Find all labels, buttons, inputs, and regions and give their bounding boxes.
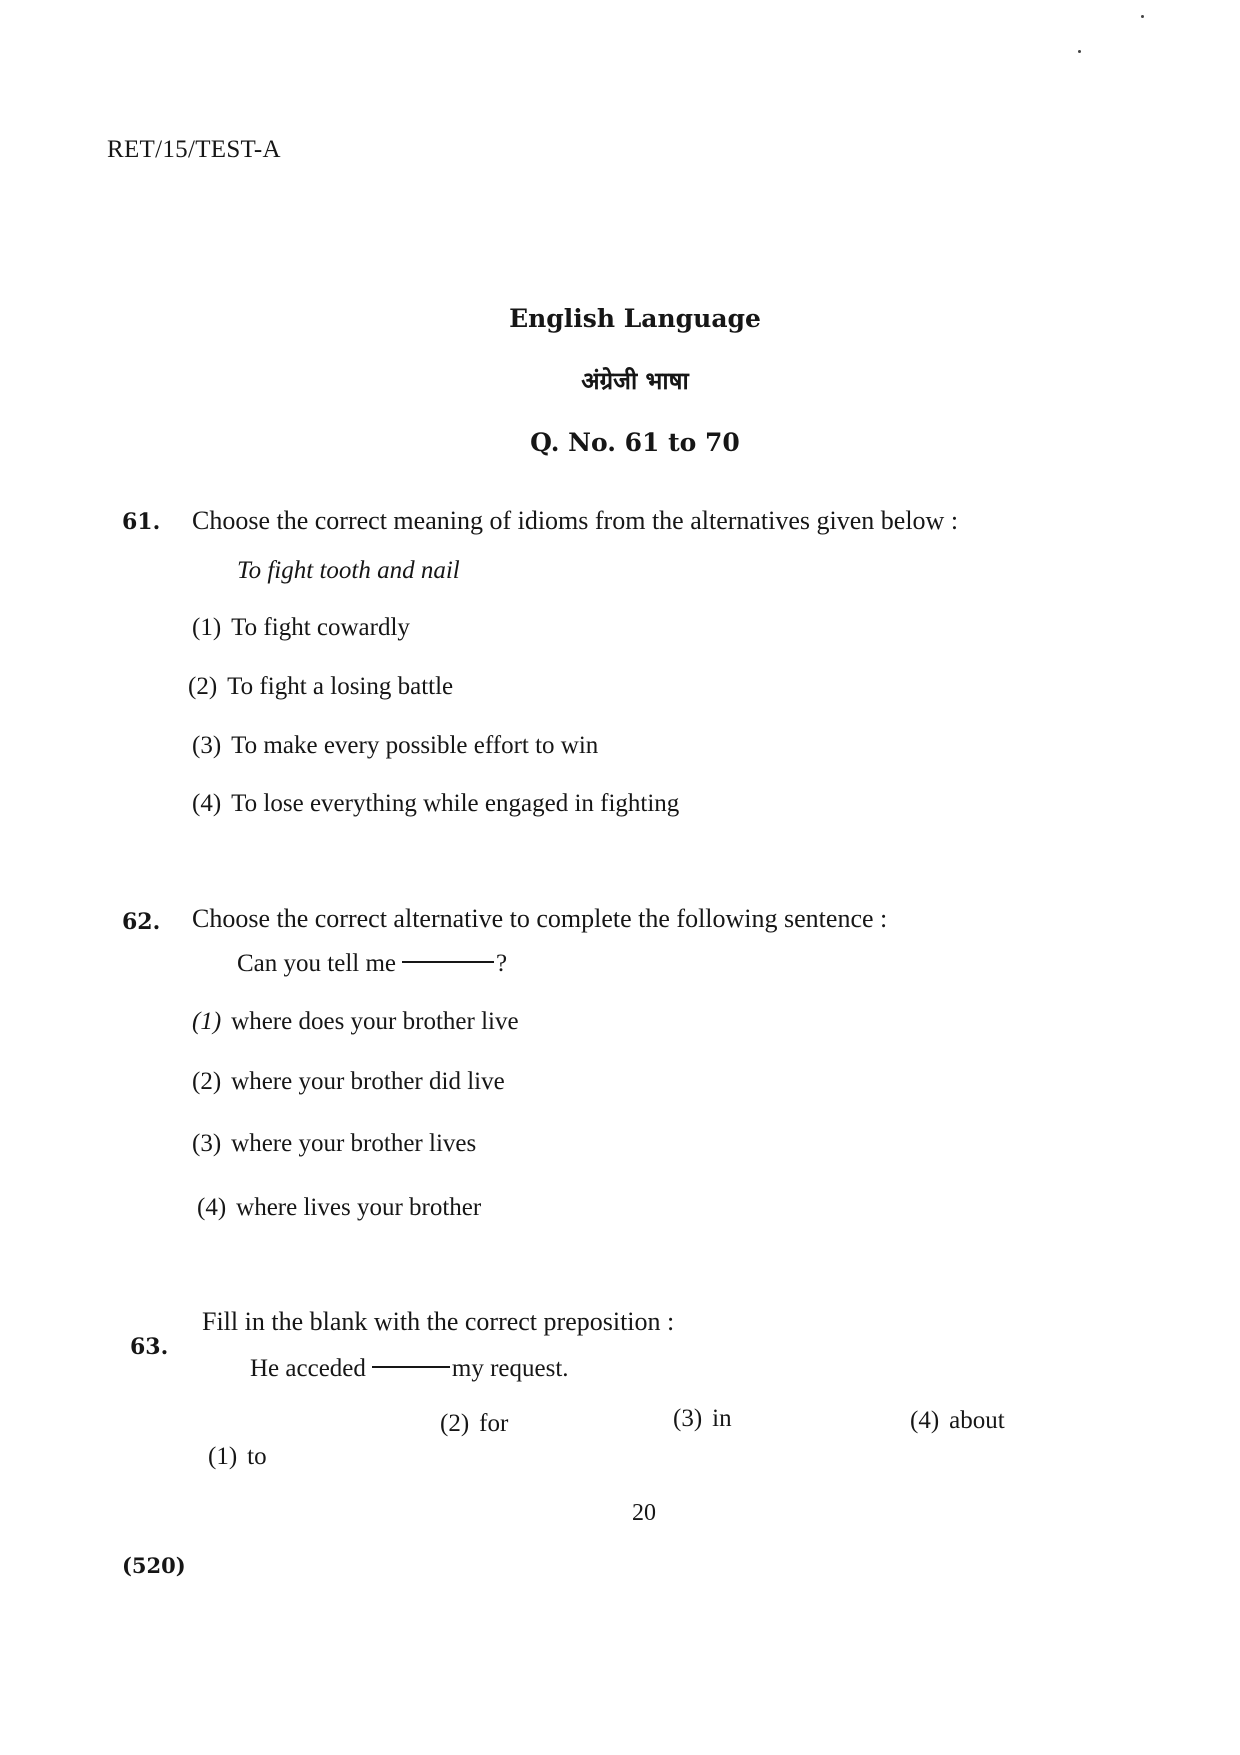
question-61-prompt: Choose the correct meaning of idioms from the alternatives given below : (192, 506, 959, 535)
question-62-number: 62. (122, 909, 161, 935)
question-63-option-3[interactable] (673, 1405, 732, 1433)
sentence-start: Can you tell me (237, 950, 396, 977)
section-title-hindi: अंग्रेजी भाषा (581, 366, 689, 395)
scan-speck (1078, 50, 1081, 53)
option-number: (2) (188, 673, 218, 700)
option-text: To fight a losing battle (227, 673, 454, 700)
question-63-option-1[interactable] (208, 1443, 267, 1471)
option-number: (4) (910, 1407, 940, 1434)
question-61-option-1[interactable] (192, 614, 410, 642)
option-number: (4) (192, 790, 222, 817)
sentence-end: ? (496, 950, 508, 977)
option-number: (3) (192, 1130, 222, 1157)
question-61-option-2[interactable] (188, 673, 453, 701)
option-number: (2) (440, 1410, 470, 1437)
question-61-number: 61. (122, 509, 161, 535)
question-63-option-4[interactable] (910, 1407, 1005, 1435)
sentence-start: He acceded (250, 1355, 366, 1382)
option-text: for (479, 1410, 509, 1437)
question-63-prompt: Fill in the blank with the correct preposition : (202, 1307, 675, 1336)
sentence-end: my request. (451, 1355, 569, 1382)
option-number: (4) (197, 1194, 227, 1221)
question-range: Q. No. 61 to 70 (530, 428, 740, 457)
page-number: 20 (632, 1500, 656, 1526)
footer-code: (520) (122, 1553, 186, 1578)
question-61-option-3[interactable] (192, 732, 598, 760)
blank-line (372, 1366, 450, 1368)
option-number: (3) (192, 732, 222, 759)
question-63-sentence (250, 1355, 569, 1383)
option-text: To lose everything while engaged in fighting (231, 790, 680, 817)
option-text: about (949, 1407, 1005, 1434)
question-63-option-2[interactable] (440, 1410, 508, 1438)
scan-speck (1141, 15, 1144, 18)
question-62-option-3[interactable] (192, 1130, 476, 1158)
question-62-sentence (237, 950, 507, 978)
section-title: English Language (509, 304, 761, 333)
option-number: (1) (192, 614, 222, 641)
question-63-number: 63. (130, 1334, 169, 1360)
question-62-prompt: Choose the correct alternative to complete the following sentence : (192, 904, 888, 933)
question-61-option-4[interactable] (192, 790, 679, 818)
option-text: To fight cowardly (231, 614, 410, 641)
blank-line (402, 961, 494, 963)
option-number: (2) (192, 1068, 222, 1095)
option-number: (3) (673, 1405, 703, 1432)
option-text: where lives your brother (236, 1194, 482, 1221)
option-text: To make every possible effort to win (231, 732, 599, 759)
question-62-option-2[interactable] (192, 1068, 505, 1096)
question-62-option-4[interactable] (197, 1194, 481, 1222)
paper-code: RET/15/TEST-A (107, 136, 281, 163)
question-61-idiom: To fight tooth and nail (237, 557, 460, 584)
option-text: to (247, 1443, 267, 1470)
option-number: (1) (208, 1443, 238, 1470)
option-text: where your brother did live (231, 1068, 505, 1095)
question-62-option-1[interactable] (192, 1008, 519, 1036)
option-text: where does your brother live (231, 1008, 519, 1035)
option-number: (1) (192, 1008, 222, 1035)
option-text: in (712, 1405, 732, 1432)
option-text: where your brother lives (231, 1130, 477, 1157)
